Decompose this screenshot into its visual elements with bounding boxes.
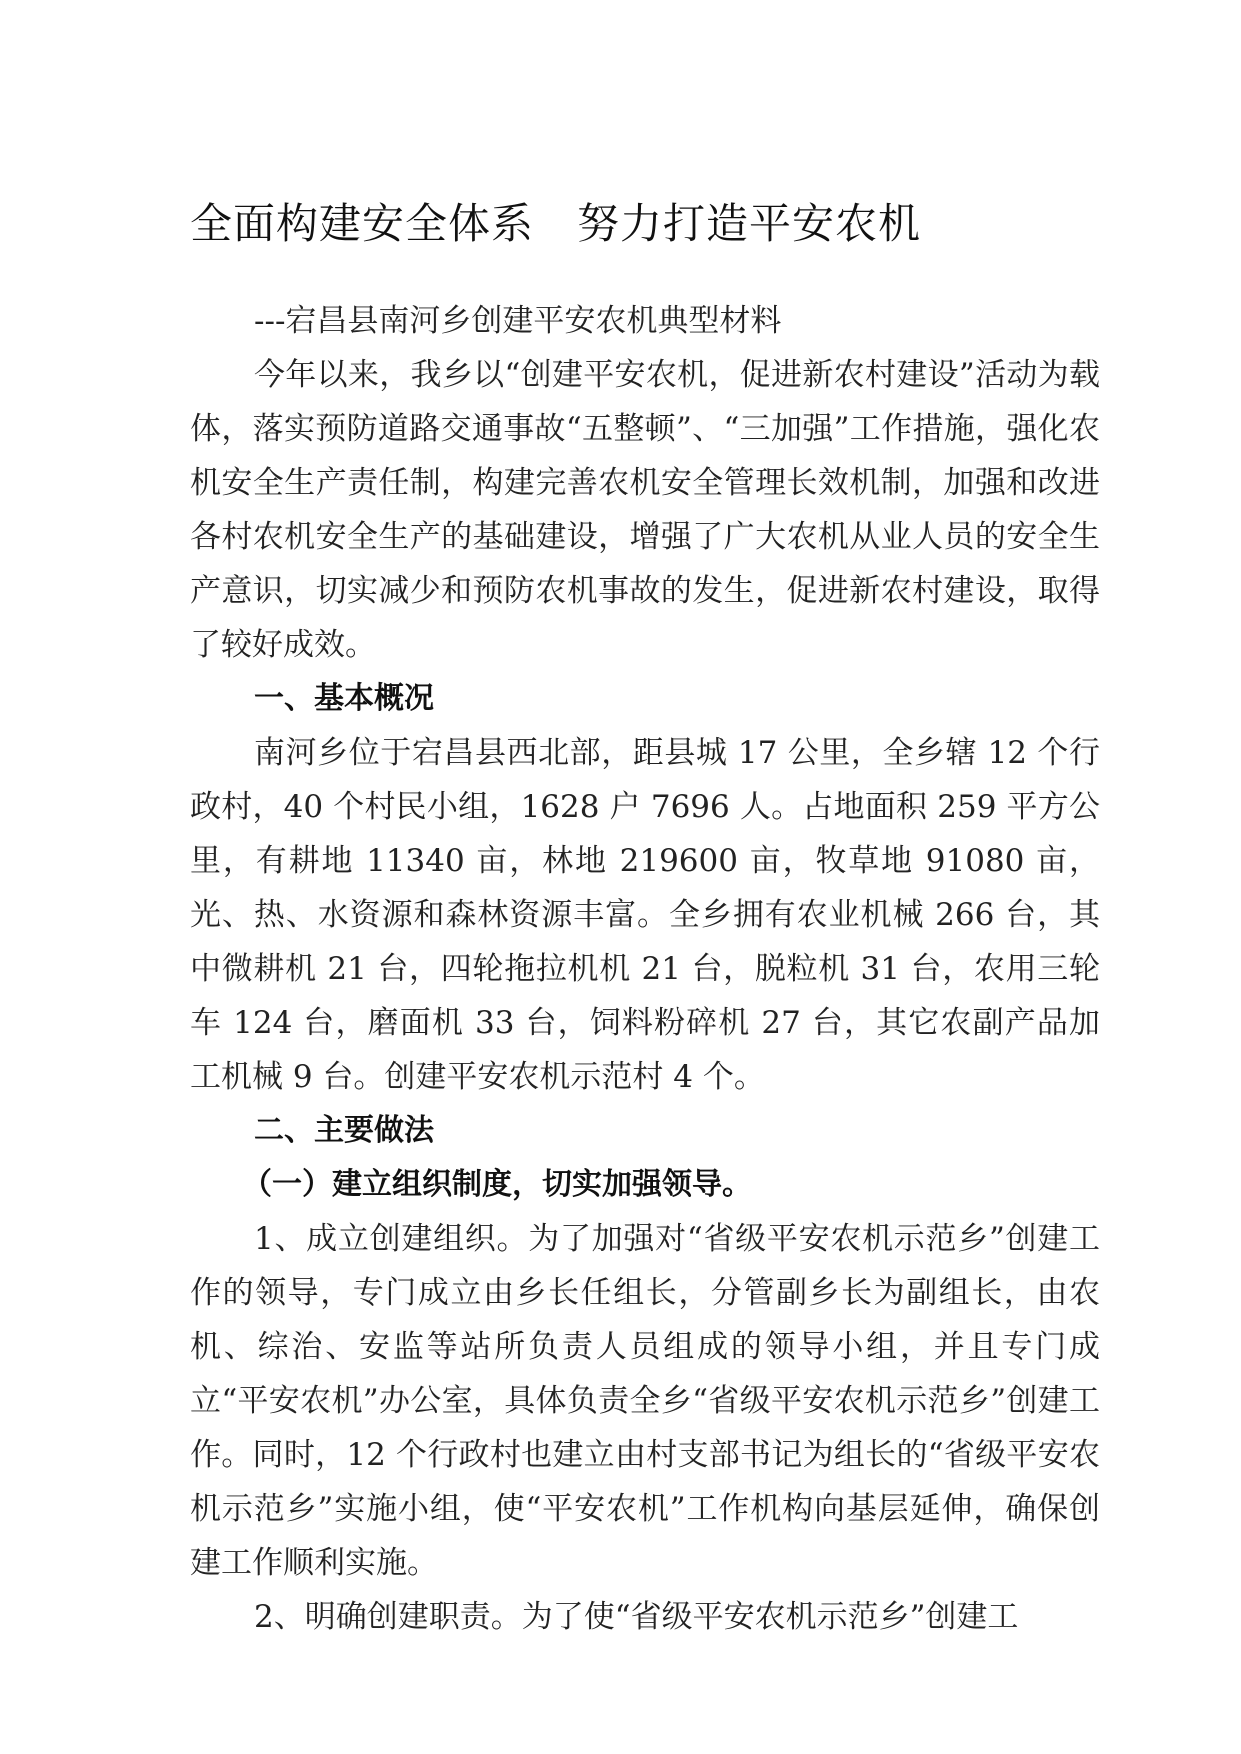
overview-paragraph: 南河乡位于宕昌县西北部，距县城 17 公里，全乡辖 12 个行政村，40 个村民小组，1628 户 7696 人。占地面积 259 平方公里，有耕地 11340 亩，林地 219600 亩，牧草地 91080 亩，光、热、水资源和森林资源丰富。全乡拥有农业机械 266 台，其中微耕机 21 台，四轮拖拉机机 21 台，脱粒机 31 台，农用三轮车 124 台，磨面机 33 台，饲料粉碎机 27 台，其它农副产品加工机械 9 台。创建平安农机示范村 4 个。 <box>190 735 1100 1095</box>
section-heading-overview: 一、基本概况 <box>254 681 434 716</box>
item-paragraph-establish-organization: 1、成立创建组织。为了加强对“省级平安农机示范乡”创建工作的领导，专门成立由乡长任组长，分管副乡长为副组长，由农机、综治、安监等站所负责人员组成的领导小组，并且专门成立“平安农机”办公室，具体负责全乡“省级平安农机示范乡”创建工作。同时，12 个行政村也建立由村支部书记为组长的“省级平安农机示范乡”实施小组，使“平安农机”工作机构向基层延伸，确保创建工作顺利实施。 <box>190 1221 1100 1581</box>
intro-paragraph: 今年以来，我乡以“创建平安农机，促进新农村建设”活动为载体，落实预防道路交通事故“五整顿”、“三加强”工作措施，强化农机安全生产责任制，构建完善农机安全管理长效机制，加强和改进各村农机安全生产的基础建设，增强了广大农机从业人员的安全生产意识，切实减少和预防农机事故的发生，促进新农村建设，取得了较好成效。 <box>190 357 1100 663</box>
document-title: 全面构建安全体系 努力打造平安农机 <box>190 199 922 248</box>
subsection-heading-organization: （一）建立组织制度，切实加强领导。 <box>242 1167 752 1202</box>
section-heading-methods: 二、主要做法 <box>254 1113 434 1148</box>
item-paragraph-clarify-duties: 2、明确创建职责。为了使“省级平安农机示范乡”创建工 <box>254 1599 1019 1635</box>
document-body <box>190 294 1100 1644</box>
document-subtitle: ---宕昌县南河乡创建平安农机典型材料 <box>254 303 782 339</box>
